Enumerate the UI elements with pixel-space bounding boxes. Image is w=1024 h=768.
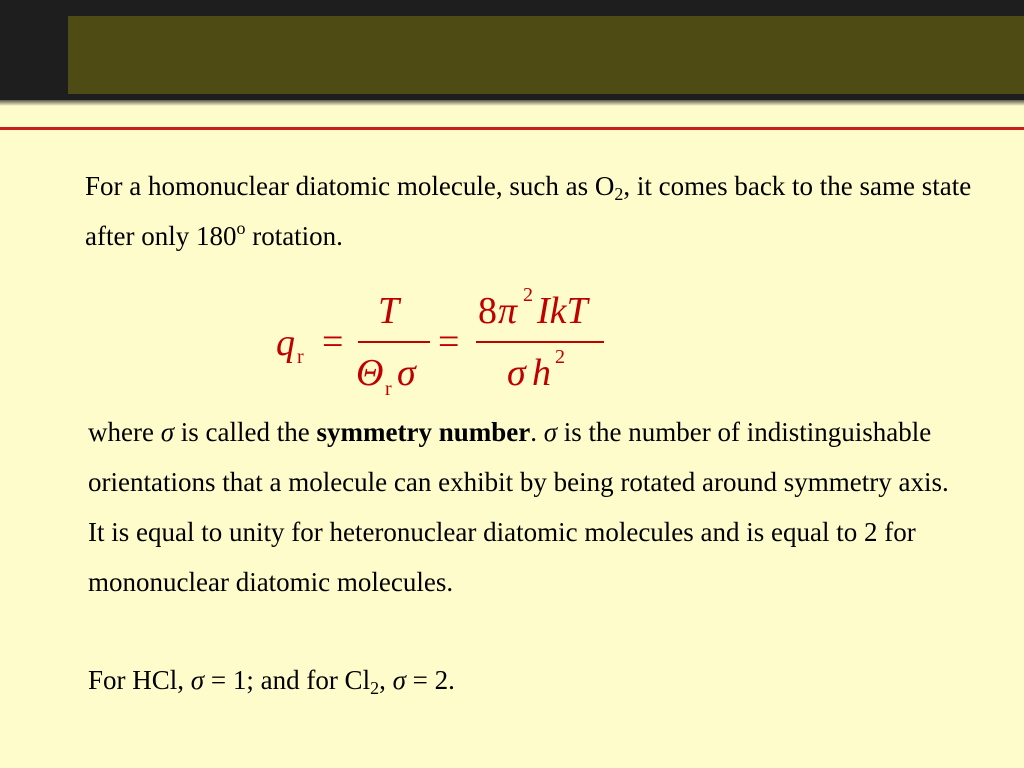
eq-num1-T: T	[378, 290, 400, 332]
eq-den2-sigma: σ	[507, 352, 526, 394]
ex-text-3: ,	[379, 665, 393, 695]
sym-text-4: is the number of indistinguishable orientations that a molecule can exhibit by being rotated around symmetry axis. It is equal to unity for heteronuclear diatomic molecules and is equal to 2 for mononuclear diatomic molecules.	[88, 417, 949, 597]
sigma-symbol: σ	[190, 665, 205, 695]
eq-equals-2: =	[438, 321, 460, 363]
symmetry-paragraph	[88, 407, 968, 607]
eq-equals-1: =	[322, 321, 344, 363]
eq-den1-subscript: r	[385, 378, 392, 400]
intro-paragraph	[85, 161, 985, 261]
sym-text-1: where	[88, 417, 161, 447]
eq-fraction-bar-1	[358, 341, 430, 343]
sigma-symbol: σ	[392, 665, 406, 695]
eq-num2-eight: 8	[478, 290, 497, 332]
sigma-symbol: σ	[160, 417, 175, 447]
eq-num2-pi: π	[498, 290, 518, 332]
eq-q: q	[276, 322, 295, 364]
intro-text-1: For a homonuclear diatomic molecule, such as O	[85, 171, 615, 201]
header-title-band	[68, 16, 1024, 94]
sym-text-2: is called the	[174, 417, 317, 447]
eq-den2-superscript: 2	[555, 346, 565, 368]
ex-text-2: = 1; and for Cl	[204, 665, 371, 695]
red-divider-line	[0, 127, 1024, 130]
intro-text-3: rotation.	[245, 221, 343, 251]
eq-den2-h: h	[532, 352, 551, 394]
eq-num2-superscript: 2	[523, 284, 533, 306]
eq-q-subscript: r	[297, 346, 304, 368]
symmetry-number-term: symmetry number	[316, 417, 531, 447]
intro-text-2: , it comes back to the same state after only 180	[85, 171, 972, 251]
eq-den1-sigma: σ	[397, 352, 416, 394]
ex-text-4: = 2.	[405, 665, 455, 695]
header-shadow	[0, 100, 1024, 106]
ex-text-1: For HCl,	[88, 665, 191, 695]
eq-num2-ikt: IkT	[537, 290, 588, 332]
cl2-subscript: 2	[370, 678, 380, 698]
example-paragraph	[88, 655, 968, 705]
sigma-symbol: σ	[543, 417, 558, 447]
o2-subscript: 2	[614, 184, 624, 204]
eq-fraction-bar-2	[476, 341, 604, 343]
eq-den1-theta: Θ	[356, 352, 384, 394]
sym-text-3: .	[530, 417, 544, 447]
degree-superscript: o	[236, 218, 246, 238]
rotational-partition-equation	[270, 283, 630, 403]
